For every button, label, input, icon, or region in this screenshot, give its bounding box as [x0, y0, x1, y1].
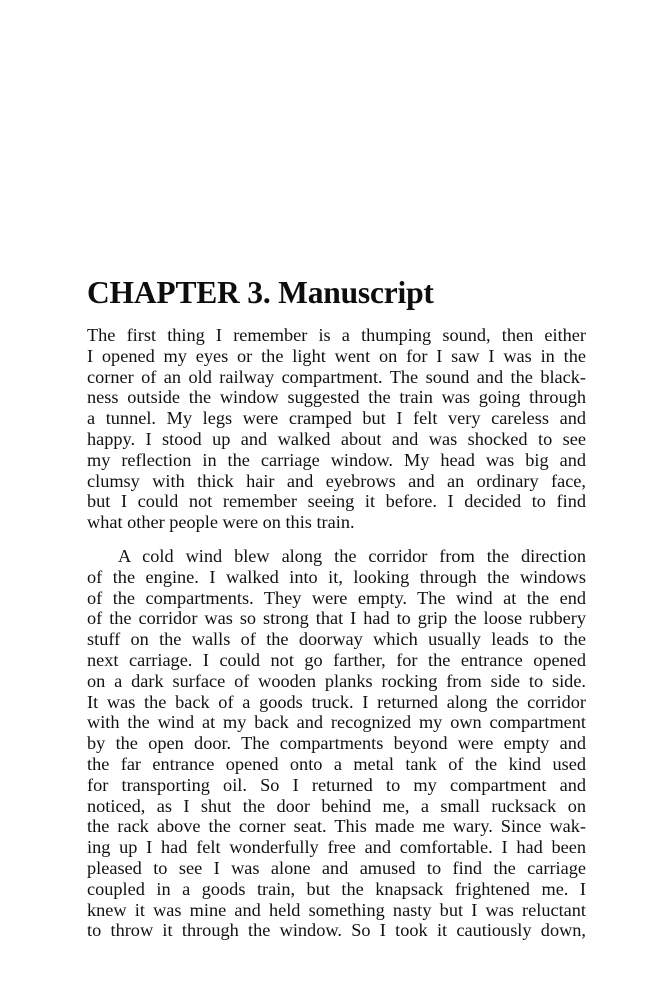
text-line: by the open door. The compartments beyond were empty and — [87, 733, 586, 754]
text-line: pleased to see I was alone and amused to find the carriage — [87, 857, 586, 878]
text-line: with the wind at my back and recognized my own compartment — [87, 712, 586, 733]
text-line: of the engine. I walked into it, looking through the windows — [87, 566, 586, 587]
text-line: The first thing I remember is a thumping sound, then either — [87, 325, 586, 345]
text-line: of the compartments. They were empty. The wind at the end — [87, 587, 586, 608]
text-line: knew it was mine and held something nasty but I was reluctant — [87, 899, 586, 920]
text-line: I opened my eyes or the light went on for I saw I was in the — [87, 345, 586, 366]
text-line: to throw it through the window. So I took it cautiously down, — [87, 920, 586, 941]
text-line: on a dark surface of wooden planks rocking from side to side. — [87, 670, 586, 691]
text-line: coupled in a goods train, but the knapsack frightened me. I — [87, 878, 586, 899]
text-line: the far entrance opened onto a metal tank of the kind used — [87, 753, 586, 774]
text-line: A cold wind blew along the corridor from the direction — [118, 546, 586, 566]
text-line: ing up I had felt wonderfully free and comfortable. I had been — [87, 837, 586, 858]
text-line: happy. I stood up and walked about and was shocked to see — [87, 428, 586, 449]
text-line: what other people were on this train. — [87, 512, 355, 533]
chapter-title: CHAPTER 3. Manuscript — [87, 275, 434, 310]
text-line: ness outside the window suggested the train was going through — [87, 387, 586, 408]
text-line: It was the back of a goods truck. I returned along the corridor — [87, 691, 586, 712]
text-line: stuff on the walls of the doorway which usually leads to the — [87, 629, 586, 650]
text-line: next carriage. I could not go farther, for the entrance opened — [87, 649, 586, 670]
text-line: clumsy with thick hair and eyebrows and an ordinary face, — [87, 470, 586, 491]
paragraph-2 — [87, 546, 586, 941]
text-line: of the corridor was so strong that I had to grip the loose rubbery — [87, 608, 586, 629]
text-line: a tunnel. My legs were cramped but I felt very careless and — [87, 408, 586, 429]
text-line: noticed, as I shut the door behind me, a small rucksack on — [87, 795, 586, 816]
text-line: for transporting oil. So I returned to my compartment and — [87, 774, 586, 795]
text-line: corner of an old railway compartment. The sound and the black- — [87, 366, 586, 387]
text-line: the rack above the corner seat. This made me wary. Since wak- — [87, 816, 586, 837]
text-line: but I could not remember seeing it before. I decided to find — [87, 491, 586, 512]
paragraph-1 — [87, 325, 586, 533]
text-line: my reflection in the carriage window. My head was big and — [87, 449, 586, 470]
